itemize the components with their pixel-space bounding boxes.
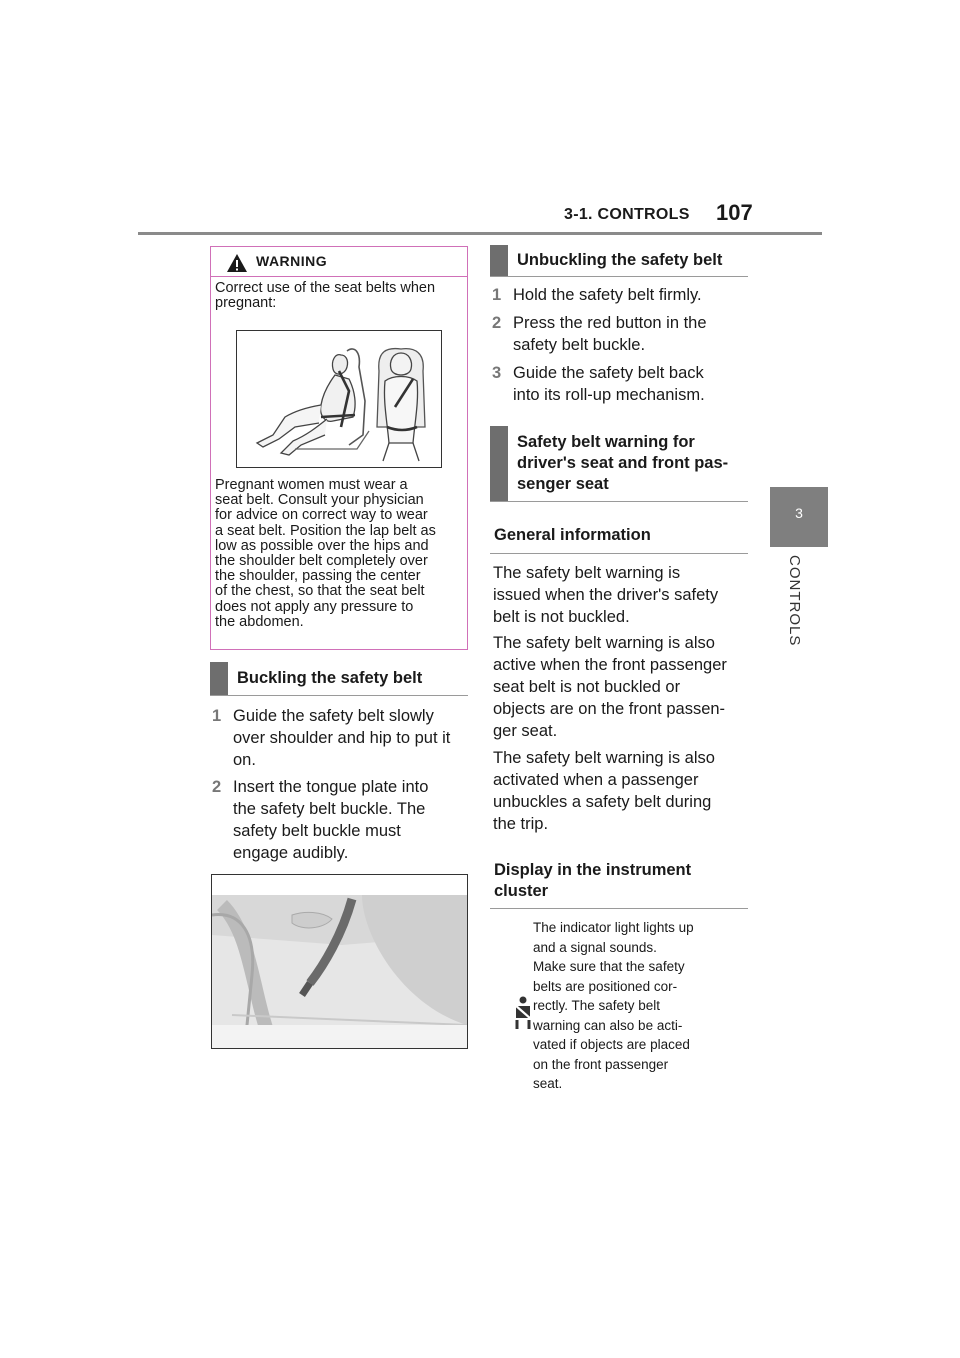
warning-line: the abdomen.: [215, 613, 304, 630]
paragraph-line: activated when a passenger: [493, 771, 699, 789]
warning-line: the shoulder, passing the center: [215, 568, 421, 585]
warning-body: [215, 478, 465, 630]
seat-belt-photo: [211, 874, 468, 1049]
indicator-line: warning can also be acti-: [533, 1017, 683, 1033]
section-heading-text: Buckling the safety belt: [237, 669, 423, 687]
indicator-line: The indicator light lights up: [533, 920, 694, 935]
subheading-text: [494, 860, 691, 902]
indicator-line: on the front passenger: [533, 1056, 669, 1072]
step-line: Guide the safety belt back: [513, 364, 704, 382]
subheading-text: General information: [494, 526, 651, 544]
warning-line: the shoulder belt completely over: [215, 553, 428, 570]
warning-triangle-icon: [226, 253, 248, 273]
warning-title: WARNING: [256, 253, 328, 269]
warning-line: a seat belt. Position the lap belt as: [215, 522, 436, 539]
warning-line: Pregnant women must wear a: [215, 477, 408, 493]
step-line: the safety belt buckle. The: [233, 800, 426, 818]
chapter-tab-number: 3: [795, 505, 803, 521]
heading-line: senger seat: [517, 475, 609, 493]
heading-line: Display in the instrument: [494, 861, 692, 879]
page-number: 107: [716, 200, 753, 225]
step-line: on.: [233, 751, 256, 769]
pregnant-seatbelt-illustration: [236, 330, 442, 468]
general-paragraph: [493, 632, 755, 742]
heading-line: driver's seat and front pas-: [517, 454, 729, 472]
paragraph-line: unbuckles a safety belt during: [493, 793, 712, 811]
paragraph-line: The safety belt warning is also: [493, 634, 715, 652]
buckling-step: [212, 776, 472, 864]
step-line: into its roll-up mechanism.: [513, 386, 705, 404]
step-number: 1: [212, 707, 222, 725]
paragraph-line: active when the front passenger: [493, 656, 727, 674]
subheading-general: [490, 524, 748, 554]
subheading-rule: [490, 553, 748, 554]
section-heading-text: Unbuckling the safety belt: [517, 251, 723, 269]
subheading-display: [490, 859, 748, 909]
step-line: safety belt buckle.: [513, 336, 646, 354]
step-number: 1: [492, 286, 502, 304]
step-line: over shoulder and hip to put it: [233, 729, 451, 747]
paragraph-line: ger seat.: [493, 722, 558, 740]
section-heading-buckling: [210, 662, 468, 696]
step-line: Guide the safety belt slowly: [233, 707, 434, 725]
warning-line: does not apply any pressure to: [215, 598, 414, 615]
warning-intro: Correct use of the seat belts when pregnant:: [215, 280, 436, 312]
general-paragraph: [493, 747, 755, 835]
warning-line: seat belt. Consult your physician: [215, 492, 424, 509]
indicator-description: [533, 918, 753, 1094]
section-heading-belt-warning: [490, 426, 748, 502]
step-number: 3: [492, 364, 502, 382]
subheading-rule: [490, 908, 748, 909]
step-number: 2: [212, 778, 222, 796]
indicator-line: belts are positioned cor-: [533, 978, 678, 994]
indicator-line: seat.: [533, 1076, 563, 1091]
step-line: safety belt buckle must: [233, 822, 401, 840]
buckling-step: [212, 705, 472, 771]
paragraph-line: The safety belt warning is also: [493, 749, 715, 767]
step-line: Hold the safety belt firmly.: [513, 286, 702, 304]
section-heading-text: [517, 432, 728, 495]
step-line: Insert the tongue plate into: [233, 778, 429, 796]
chapter-tab-label: CONTROLS: [786, 555, 803, 647]
paragraph-line: objects are on the front passen-: [493, 700, 726, 718]
unbuckling-step: [492, 284, 752, 306]
warning-line: low as possible over the hips and: [215, 537, 429, 554]
paragraph-line: the trip.: [493, 815, 549, 833]
indicator-line: Make sure that the safety: [533, 959, 685, 974]
section-heading-rule: [210, 695, 468, 696]
paragraph-line: seat belt is not buckled or: [493, 678, 681, 696]
header-divider: [138, 232, 822, 235]
step-line: engage audibly.: [233, 844, 349, 862]
warning-line: of the chest, so that the seat belt: [215, 583, 425, 600]
heading-line: Safety belt warning for: [517, 433, 695, 451]
unbuckling-step: [492, 312, 752, 356]
paragraph-line: The safety belt warning is: [493, 564, 681, 582]
step-number: 2: [492, 314, 502, 332]
general-paragraph: [493, 562, 755, 628]
seat-belt-warning-icon: [512, 996, 534, 1030]
unbuckling-step: [492, 362, 752, 406]
section-heading-bar: [490, 245, 508, 277]
warning-line: for advice on correct way to wear: [215, 507, 428, 524]
indicator-line: and a signal sounds.: [533, 939, 657, 955]
section-header: 3-1. CONTROLS: [564, 206, 690, 223]
heading-line: cluster: [494, 882, 549, 900]
step-line: Press the red button in the: [513, 314, 707, 332]
section-heading-rule: [490, 276, 748, 277]
paragraph-line: issued when the driver's safety: [493, 586, 719, 604]
paragraph-line: belt is not buckled.: [493, 608, 630, 626]
section-heading-unbuckling: [490, 245, 748, 277]
section-heading-rule: [490, 501, 748, 502]
section-heading-bar: [490, 426, 508, 502]
warning-header: [211, 247, 467, 277]
indicator-line: rectly. The safety belt: [533, 998, 661, 1013]
section-heading-bar: [210, 662, 228, 696]
indicator-line: vated if objects are placed: [533, 1037, 690, 1052]
